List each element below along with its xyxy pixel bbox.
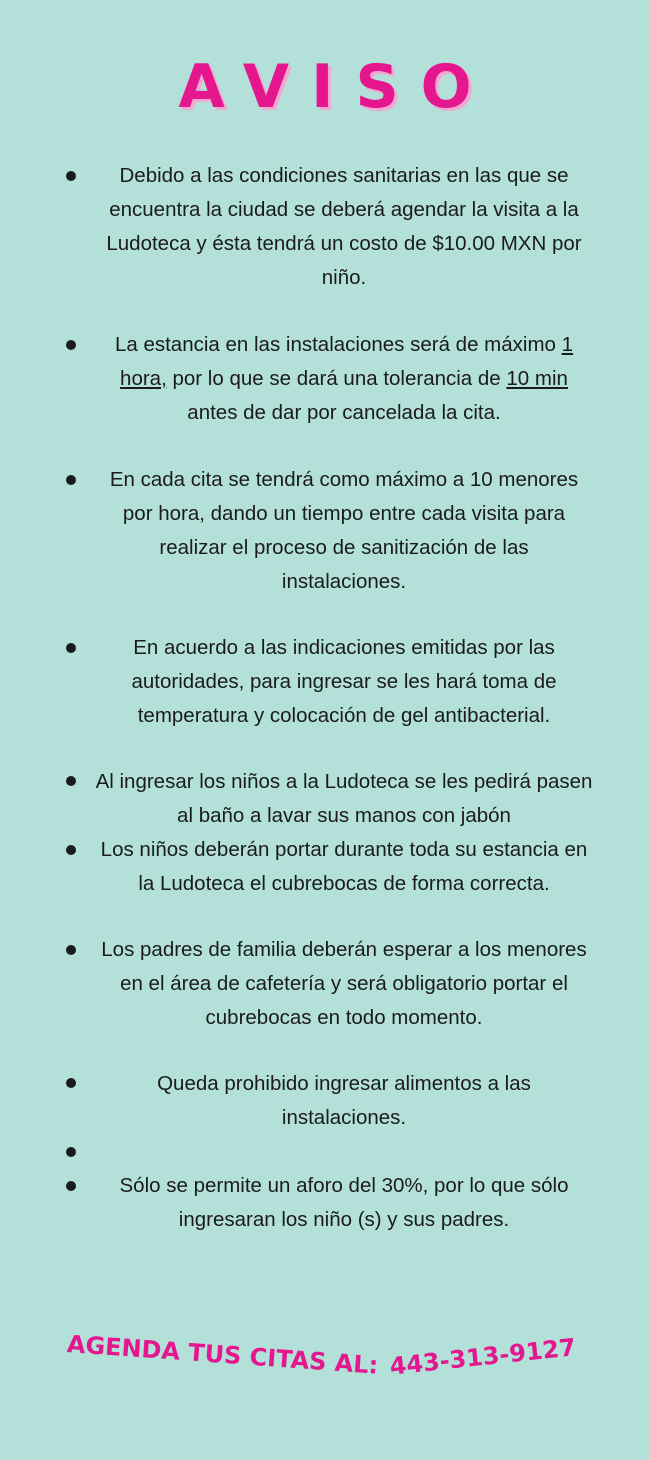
bullet-icon — [66, 1181, 76, 1191]
notice-line: Al ingresar los niños a la Ludoteca se les pedirá pasen — [95, 770, 593, 793]
notice-line: En acuerdo a las indicaciones emitidas por las — [133, 636, 555, 659]
notice-line: cubrebocas en todo momento. — [205, 1006, 483, 1029]
bullet-icon — [66, 945, 76, 955]
bullet-icon — [66, 1078, 76, 1088]
notice-line: instalaciones. — [281, 1106, 407, 1129]
appointment-banner — [66, 1330, 580, 1394]
notice-line: la Ludoteca el cubrebocas de forma correcta. — [138, 872, 550, 895]
bullet-icon — [66, 776, 76, 786]
page-title: AVISO — [178, 52, 494, 122]
notice-line: En cada cita se tendrá como máximo a 10 menores — [109, 468, 579, 491]
bullet-icon — [66, 845, 76, 855]
notice-line: al baño a lavar sus manos con jabón — [177, 804, 511, 827]
bullet-icon — [66, 171, 76, 181]
bullet-icon — [66, 643, 76, 653]
notice-line: Los padres de familia deberán esperar a los menores — [101, 938, 587, 961]
appointment-label: AGENDA TUS CITAS AL: — [66, 1330, 380, 1380]
notice-line: niño. — [321, 266, 367, 289]
notice-line: instalaciones. — [281, 570, 407, 593]
notice-line: Los niños deberán portar durante toda su estancia en — [100, 838, 588, 861]
phone-number[interactable]: 443-313-9127 — [388, 1333, 578, 1381]
notice-line: ingresaran los niño (s) y sus padres. — [178, 1208, 510, 1231]
notice-line: antes de dar por cancelada la cita. — [187, 401, 501, 424]
notice-line: encuentra la ciudad se deberá agendar la visita a la — [109, 198, 579, 221]
notice-line: en el área de cafetería y será obligatorio portar el — [120, 972, 568, 995]
notice-line: por hora, dando un tiempo entre cada visita para — [122, 502, 566, 525]
notice-line: Debido a las condiciones sanitarias en las que se — [119, 164, 569, 187]
notice-line: Queda prohibido ingresar alimentos a las — [157, 1072, 531, 1095]
notice-line: hora, por lo que se dará una tolerancia de 10 min — [120, 367, 568, 390]
notice-line: Ludoteca y ésta tendrá un costo de $10.00 MXN por — [106, 232, 582, 255]
notice-line: Sólo se permite un aforo del 30%, por lo que sólo — [119, 1174, 569, 1197]
notice-line: autoridades, para ingresar se les hará toma de — [131, 670, 557, 693]
bullet-icon — [66, 475, 76, 485]
bullet-icon — [66, 340, 76, 350]
notice-line: temperatura y colocación de gel antibacterial. — [137, 704, 551, 727]
bullet-icon — [66, 1147, 76, 1157]
notice-line: realizar el proceso de sanitización de las — [159, 536, 529, 559]
notice-line: La estancia en las instalaciones será de máximo 1 — [114, 333, 574, 356]
